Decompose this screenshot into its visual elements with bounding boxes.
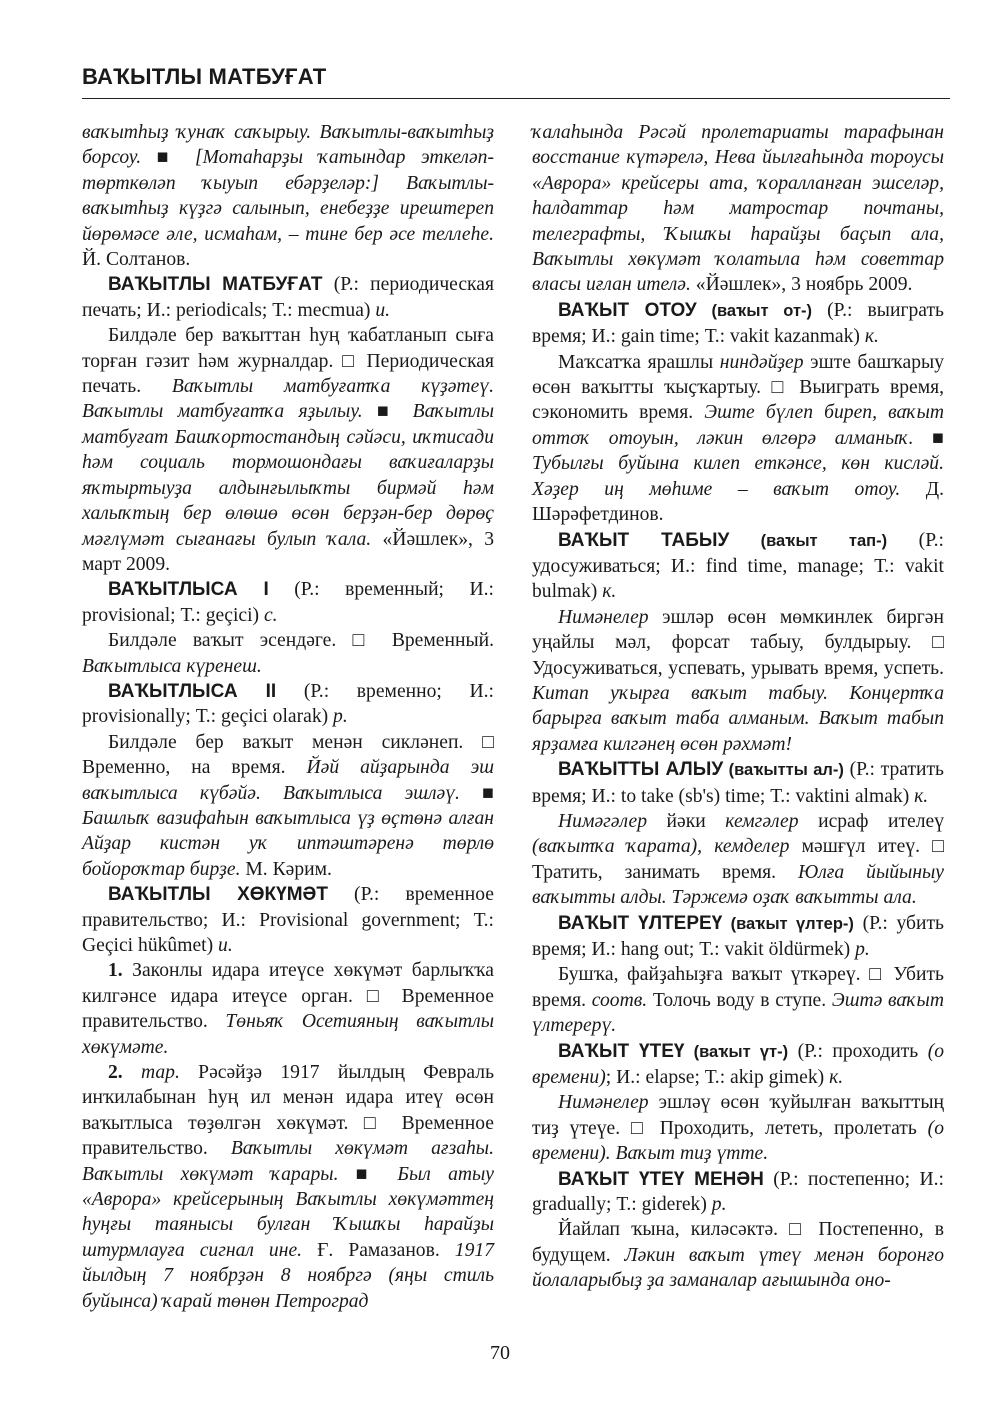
headword: ВАҠЫТ ҮЛТЕРЕҮ	[558, 912, 723, 934]
headword: ВАҠЫТЛЫСА I	[108, 579, 269, 601]
definition: Йайлап ҡына, киләсәктә. □ Постепенно, в будущем. Ләкин ваҡыт үтеү менән боронғо йолаларыбыҙ ҙа заманалар ағышында оно-	[532, 1219, 944, 1292]
definition: Нимәнелер эшләр өсөн мөмкинлек биргән уңайлы мәл, форсат табыу, булдырыу. □ Удосуживаться, успевать, урывать время, успеть. Китап уҡырға ваҡыт табыу. Концертҡа барырға ваҡыт таба алманым. Ваҡыт табып ярҙамға килгәнең өсөн рәхмәт!	[532, 606, 944, 755]
entry-vaqyt-otou: ВАҠЫТ ОТОУ (ваҡыт от-) (Р.: выиграть время; И.: gain time; Т.: vakit kazanmak) к.	[532, 299, 944, 348]
running-header: ВАҠЫТЛЫ МАТБУҒАТ	[82, 64, 327, 89]
sense-1: 1. Законлы идара итеүсе хөкүмәт барлыҡҡа килгәнсе идара итеүсе орган. □ Временное правительство. Төньяҡ Осетияның ваҡытлы хөкүмәте.	[82, 960, 494, 1058]
headword: ВАҠЫТЛЫ МАТБУҒАТ	[108, 274, 323, 296]
left-column	[82, 120, 494, 1314]
page-number: 70	[490, 1342, 510, 1364]
headword: ВАҠЫТ ҮТЕҮ МЕНӘН	[558, 1168, 764, 1190]
entry-vaqytlysa-2: ВАҠЫТЛЫСА II (Р.: временно; И.: provisionally; Т.: geçici olarak) р.	[82, 680, 494, 728]
headword: ВАҠЫТЛЫСА II	[108, 680, 277, 702]
headword: ВАҠЫТ ОТОУ	[558, 299, 697, 321]
headword: ВАҠЫТ ҮТЕҮ	[558, 1040, 685, 1062]
entry-vaqyt-ulterou: ВАҠЫТ ҮЛТЕРЕҮ (ваҡыт үлтер-) (Р.: убить время; И.: hang out; Т.: vakit öldürmek) р.	[532, 912, 944, 960]
entry-vaqytly-matbugat: ВАҠЫТЛЫ МАТБУҒАТ (Р.: периодическая печать; И.: periodicals; Т.: mecmua) и.	[82, 274, 494, 321]
entry-vaqyt-uteu: ВАҠЫТ ҮТЕҮ (ваҡыт үт-) (Р.: проходить (о времени); И.: elapse; Т.: akip gimek) к.	[532, 1040, 945, 1089]
entry-continuation: ваҡытһыҙ ҡунаҡ саҡырыу. Ваҡытлы-ваҡытһыҙ борсоу. ■ [Мотаһарҙы ҡатындар эткеләп-төрткөләп ҡыуып ебәрҙеләр:] Ваҡытлы-ваҡытһыҙ күҙгә салынып, енебеҙҙе ирештереп йөрөмәсе әле, исмаһам, – тине бер әсе теллеһе. Й. Солтанов.	[82, 122, 494, 271]
definition: Билдәле бер ваҡыт менән сикләнеп. □ Временно, на время. Йәй айҙарында эш ваҡытлыса күбәйә. Ваҡытлыса эшләү. ■ Башлыҡ вазифаһын ваҡытлыса үҙ өҫтөнә алған Айҙар кистән уҡ иптәштәренә төрлө бойороҡтар бирҙе. М. Кәрим.	[82, 731, 495, 880]
headword: ВАҠЫТТЫ АЛЫУ	[558, 759, 724, 781]
sense-2: 2. тар. Рәсәйҙә 1917 йылдың Февраль инҡилабынан һуң ил менән идара итеү өсөн ваҡытлыса төҙөлгән хөкүмәт. □ Временное правительство. Ваҡытлы хөкүмәт ағзаһы. Ваҡытлы хөкүмәт ҡарары. ■ Был атыу «Аврора» крейсерының Ваҡытлы хөкүмәттең һуңғы таянысы булған Ҡышҡы һарайҙы штурмлауға сигнал ине. Ғ. Рамазанов. 1917 йылдың 7 ноябрҙән 8 ноябргә (яңы стиль буйынса) ҡарай төнөн Петроград	[82, 1062, 495, 1312]
right-column	[532, 120, 944, 1294]
definition: Билдәле ваҡыт эсендәге. □ Временный. Ваҡытлыса күренеш.	[82, 630, 494, 677]
definition: Маҡсатҡа ярашлы ниндәйҙер эште башҡарыу өсөн ваҡытты ҡыҫҡартыу. □ Выиграть время, сэкономить время. Эште бүлеп биреп, ваҡыт оттоҡ отоуын, ләкин өлгөрә алманыҡ. ■ Тубылғы буйына килеп еткәнсе, көн кисләй. Хәҙер иң мөһиме – ваҡыт отоу. Д. Шәрәфетдинов.	[532, 351, 944, 526]
entry-vaqytty-alyu: ВАҠЫТТЫ АЛЫУ (ваҡытты ал-) (Р.: тратить время; И.: to take (sb's) time; Т.: vaktini almak) к.	[532, 759, 944, 807]
definition: Нимәнелер эшләү өсөн ҡуйылған ваҡыттың тиҙ үтеүе. □ Проходить, лететь, пролетать (о времени). Ваҡыт тиҙ үтте.	[532, 1092, 944, 1165]
headword: ВАҠЫТ ТАБЫУ	[558, 529, 730, 551]
definition: Бушҡа, файҙаһыҙға ваҡыт үткәреү. □ Убить время. соотв. Толочь воду в ступе. Эштә ваҡыт үлтерерү.	[532, 964, 944, 1037]
entry-vaqyt-tabyu: ВАҠЫТ ТАБЫУ (ваҡыт тап-) (Р.: удосуживаться; И.: find time, manage; Т.: vakit bulmak) к.	[532, 529, 944, 603]
entry-vaqytlysa-1: ВАҠЫТЛЫСА I (Р.: временный; И.: provisional; Т.: geçici) с.	[82, 579, 494, 626]
header-rule	[82, 98, 950, 99]
definition: Нимәгәлер йәки кемгәлер исраф ителеү (ваҡытҡа ҡарата), кемделер мәшғүл итеү. □ Тратить, занимать время. Юлға йыйыныу ваҡытты алды. Тәржемә оҙаҡ ваҡытты ала.	[532, 810, 945, 909]
entry-vaqytly-hokumat: ВАҠЫТЛЫ ХӨКҮМӘТ (Р.: временное правительство; И.: Provisional government; Т.: Geçici hükûmet) и.	[82, 884, 495, 956]
definition: Билдәле бер ваҡыттан һуң ҡабатланып сыға торған гәзит һәм журналдар. □ Периодическая печать. Ваҡытлы матбуғатҡа күҙәтеү. Ваҡытлы матбуғатҡа яҙылыу. ■ Ваҡытлы матбуғат Башҡортостандың сәйәси, иҡтисади һәм социаль тормошондағы ваҡиғаларҙы яҡтыртыуҙа алдынғылыҡты бирмәй һәм халыҡтың бер өлөшө өсөн берҙән-бер дөрөҫ мәғлүмәт сығанағы булып ҡала. «Йәшлек», 3 март 2009.	[82, 325, 495, 575]
headword: ВАҠЫТЛЫ ХӨКҮМӘТ	[108, 884, 328, 906]
entry-continuation: ҡалаһында Рәсәй пролетариаты тарафынан восстание күтәрелә, Нева йылғаһында тороусы «Аврора» крейсеры ата, ҡоралланған эшселәр, һалдаттар һәм матростар почтаны, телеграфты, Ҡышҡы һарайҙы баҫып ала, Ваҡытлы хөкүмәт ҡолатыла һәм советтар власы иғлан ителә. «Йәшлек», 3 ноябрь 2009.	[532, 122, 944, 296]
entry-vaqyt-uteu-menan: ВАҠЫТ ҮТЕҮ МЕНӘН (Р.: постепенно; И.: gradually; Т.: giderek) р.	[532, 1168, 944, 1216]
